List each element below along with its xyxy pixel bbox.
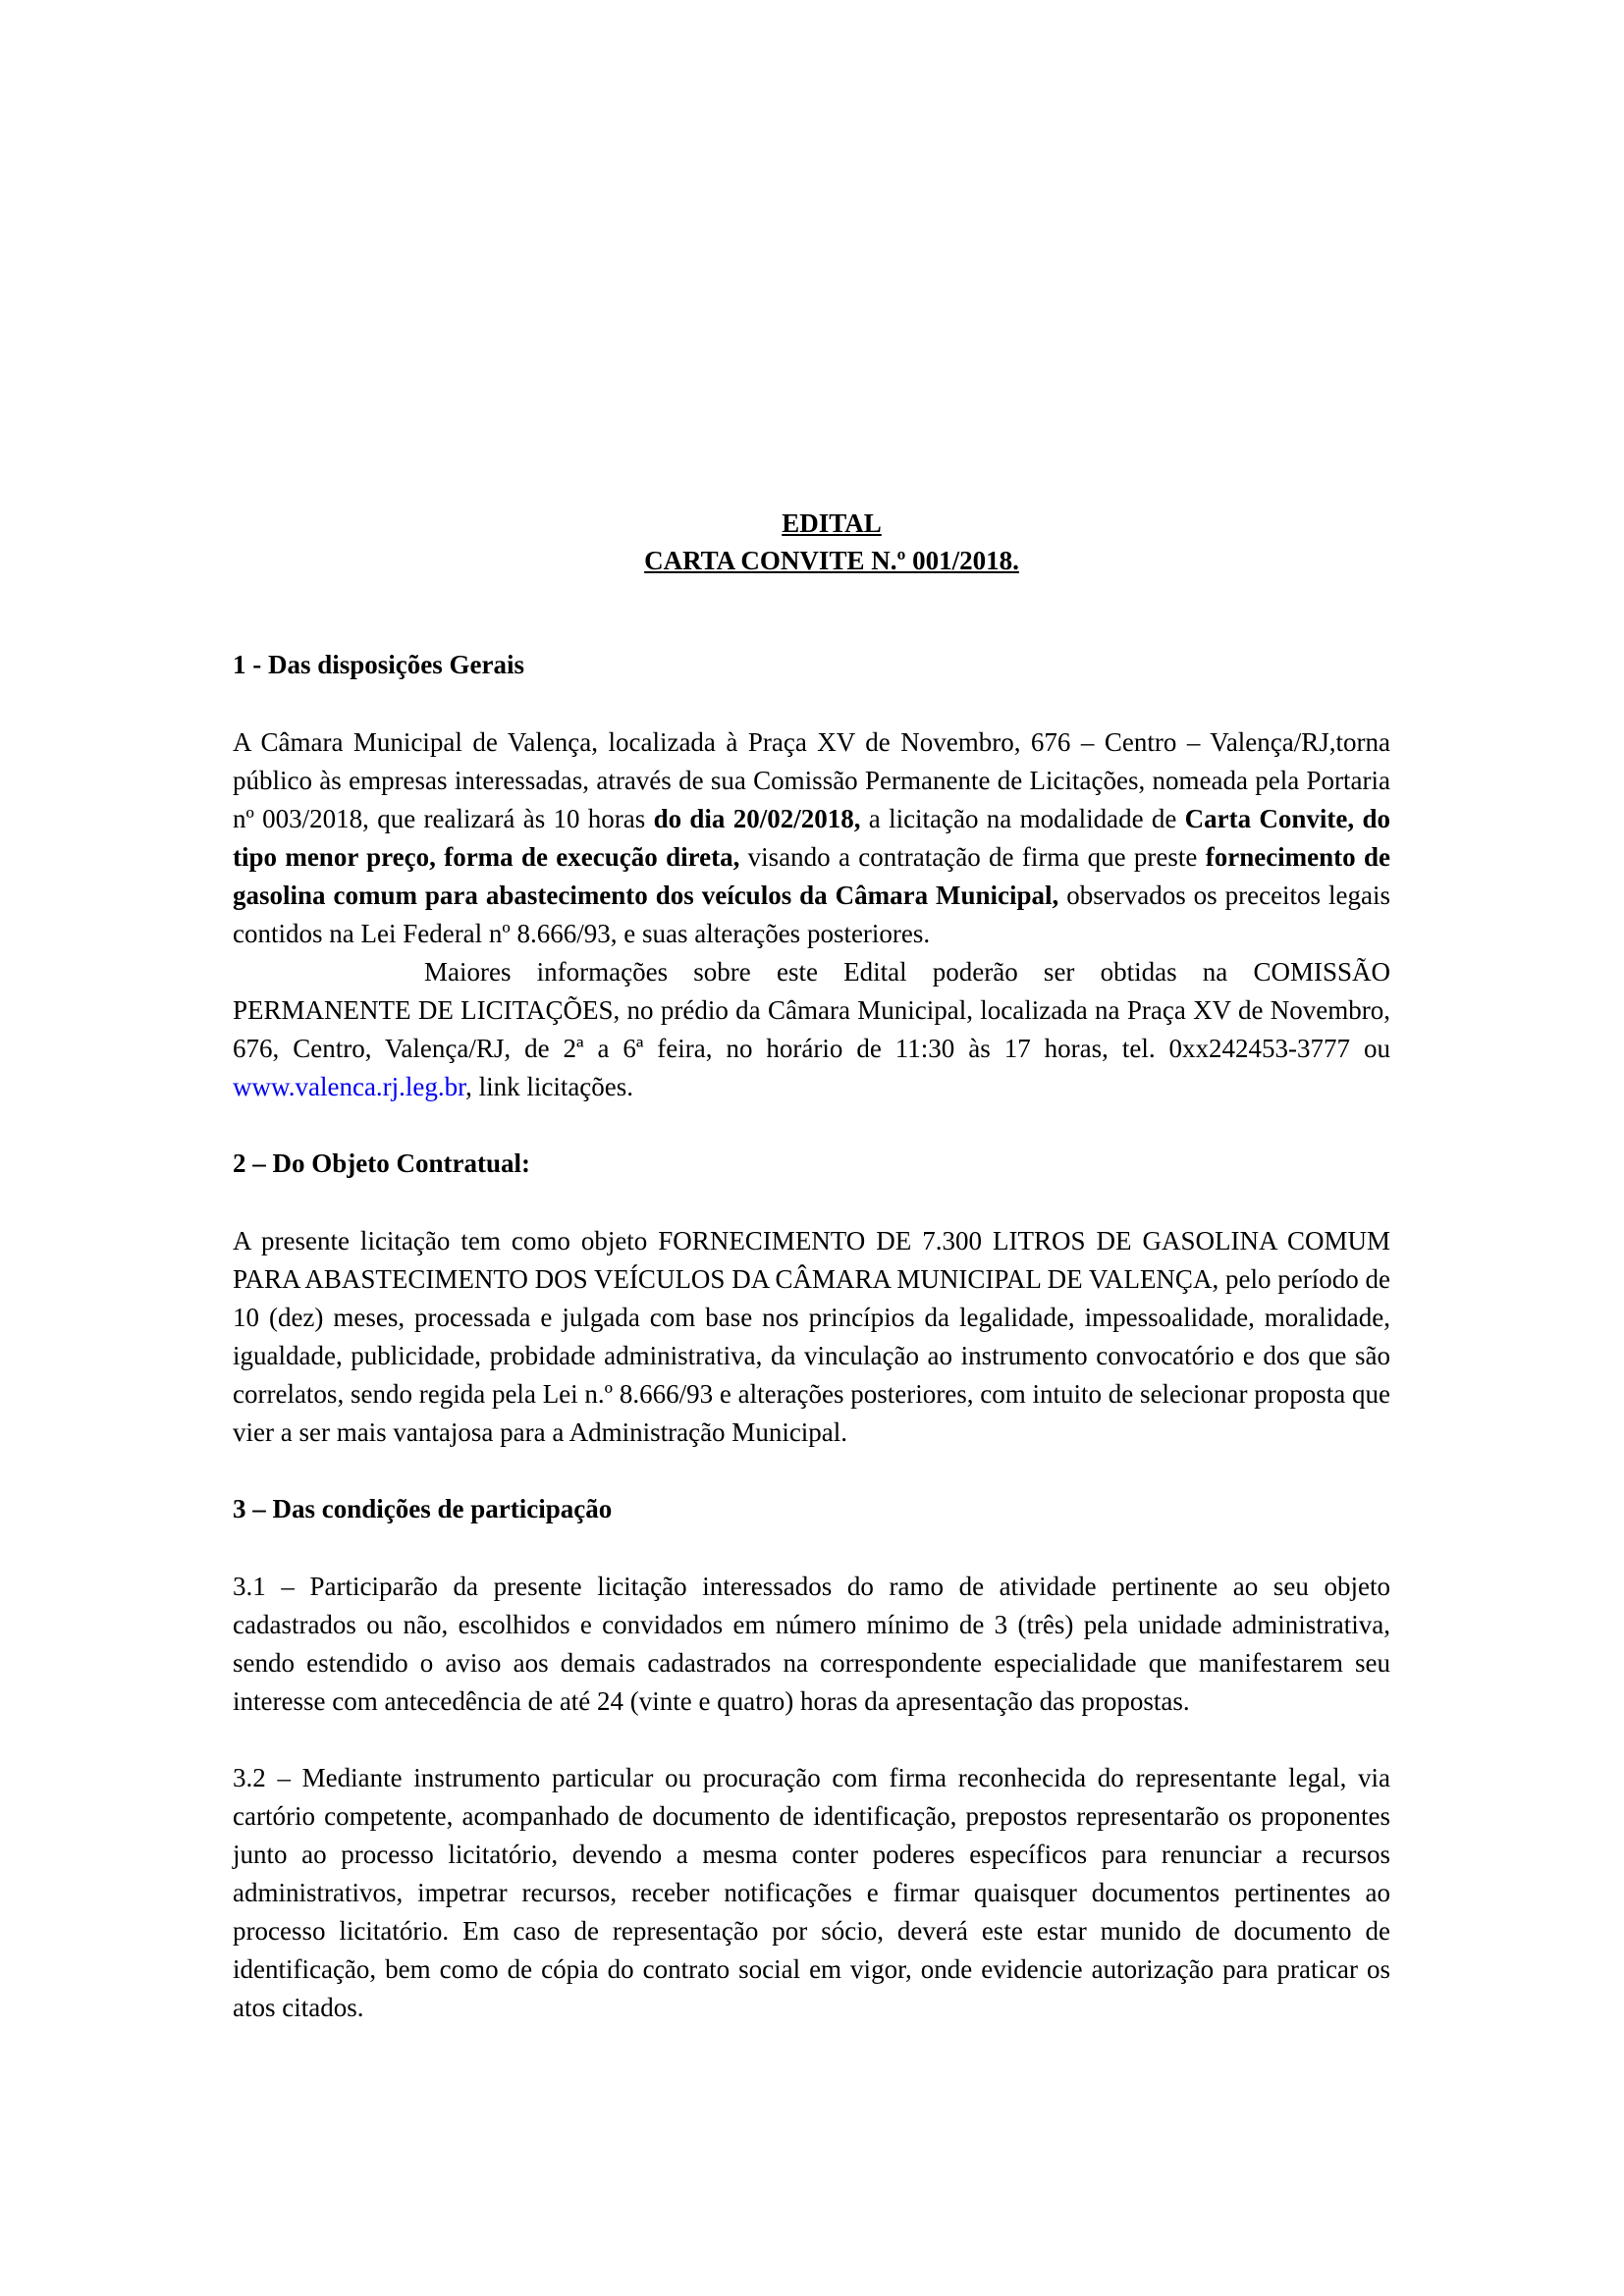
text-run: observados os preceitos legais contidos na Lei Federal nº 8.666/93, e suas alterações posteriores. xyxy=(233,881,1390,948)
section-1-heading: 1 - Das disposições Gerais xyxy=(233,650,524,679)
text-run: Maiores informações sobre este Edital poderão ser obtidas na COMISSÃO PERMANENTE DE LICITAÇÕES, no prédio da Câmara Municipal, localizada na Praça XV de Novembro, 676, Centro, Valença/RJ, de 2ª a 6ª feira, no horário de 11:30 às 17 horas, tel. 0xx242453-3777 ou xyxy=(233,957,1390,1063)
text-run: visando a contratação de firma que preste xyxy=(739,842,1206,872)
section-3-paragraph-2: 3.2 – Mediante instrumento particular ou procuração com firma reconhecida do representante legal, via cartório competente, acompanhado de documento de identificação, prepostos representarão os proponentes junto ao processo licitatório, devendo a mesma conter poderes específicos para renunciar a recursos administrativos, impetrar recursos, receber notificações e firmar quaisquer documentos pertinentes ao processo licitatório. Em caso de representação por sócio, deverá este estar munido de documento de identificação, bem como de cópia do contrato social em vigor, onde evidencie autorização para praticar os atos citados. xyxy=(233,1763,1390,2022)
document-body xyxy=(233,646,1390,2027)
document-subtitle: CARTA CONVITE N.º 001/2018. xyxy=(644,546,1019,575)
bold-object: fornecimento de gasolina comum para abastecimento dos veículos da Câmara Municipal, xyxy=(233,842,1390,910)
text-run: a licitação na modalidade de xyxy=(860,804,1185,833)
document-title: EDITAL xyxy=(782,508,882,538)
text-run: , link licitações. xyxy=(465,1072,634,1101)
section-3-paragraph-1: 3.1 – Participarão da presente licitação interessados do ramo de atividade pertinente ao seu objeto cadastrados ou não, escolhidos e convidados em número mínimo de 3 (três) pela unidade administrativa, sendo estendido o aviso aos demais cadastrados na correspondente especialidade que manifestarem seu interesse com antecedência de até 24 (vinte e quatro) horas da apresentação das propostas. xyxy=(233,1572,1390,1716)
section-2-paragraph-1: A presente licitação tem como objeto FORNECIMENTO DE 7.300 LITROS DE GASOLINA COMUM PARA ABASTECIMENTO DOS VEÍCULOS DA CÂMARA MUNICIPAL DE VALENÇA, pelo período de 10 (dez) meses, processada e julgada com base nos princípios da legalidade, impessoalidade, moralidade, igualdade, publicidade, probidade administrativa, da vinculação ao instrumento convocatório e dos que são correlatos, sendo regida pela Lei n.º 8.666/93 e alterações posteriores, com intuito de selecionar proposta que vier a ser mais vantajosa para a Administração Municipal. xyxy=(233,1226,1390,1447)
section-2-heading: 2 – Do Objeto Contratual: xyxy=(233,1148,530,1178)
section-1-paragraph-2 xyxy=(233,953,1390,1106)
website-link[interactable]: www.valenca.rj.leg.br xyxy=(233,1072,466,1101)
bold-date: do dia 20/02/2018, xyxy=(653,804,861,833)
bold-modality: Carta Convite, do tipo menor preço, forma de execução direta, xyxy=(233,804,1390,872)
title-block xyxy=(0,505,1624,579)
text-run: A Câmara Municipal de Valença, localizada à Praça XV de Novembro, 676 – Centro – Valença/RJ,torna público às empresas interessadas, através de sua Comissão Permanente de Licitações, nomeada pela Portaria nº 003/2018, que realizará às 10 horas xyxy=(233,727,1390,833)
section-3-heading: 3 – Das condições de participação xyxy=(233,1494,613,1523)
section-1-paragraph-1 xyxy=(233,723,1390,953)
